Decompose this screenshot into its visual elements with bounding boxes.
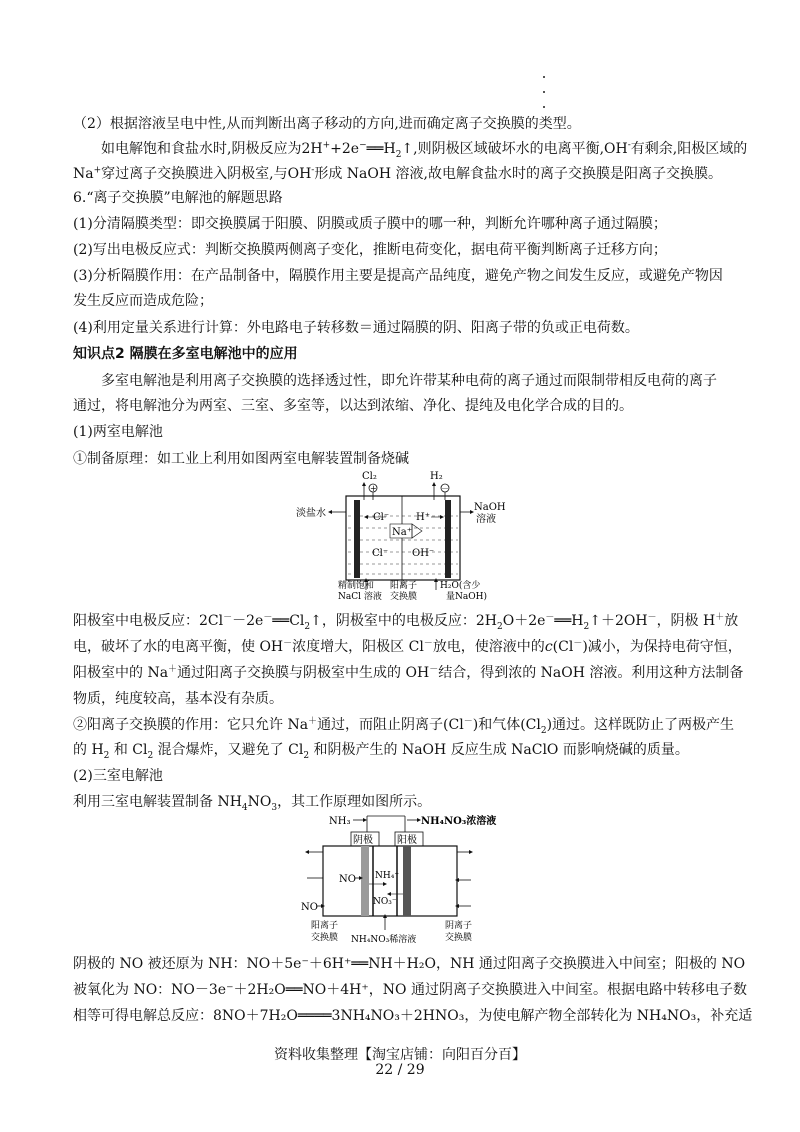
anion-membrane-label-1: 阴离子 [445, 921, 473, 931]
no-bottom-label: NO [301, 902, 318, 913]
dilute-solution-label: NH₄NO₃稀溶液 [351, 935, 417, 945]
anode-label: 阳极 [397, 835, 417, 846]
step-4: (4)利用定量关系进行计算：外电路电子转移数＝通过隔膜的阴、阳离子带的负或正电荷数。 [73, 320, 639, 336]
reaction-line-1: 阳极室中电极反应：$2Cl^--2e^-══Cl_2↑$，阴极室中的电极反应：$2H_2O+2e^-══H_2↑+2OH^-$，阴极 H＋放 [73, 612, 739, 632]
oh-ion: OH⁻ [412, 548, 435, 559]
reaction-line-2: 电，破坏了水的电离平衡，使 OH－浓度增大，阳极区 Cl－放电，使溶液中的c(Cl－)减小，为保持电荷守恒， [73, 638, 742, 655]
no-left-label: NO [339, 874, 356, 885]
anion-membrane-label-2: 交换膜 [445, 933, 473, 943]
step-2: (2)写出电极反应式：判断交换膜两侧离子变化，推断电荷变化，据电荷平衡判断离子迁移方向； [73, 242, 667, 258]
feed-label-2: NaCl 溶液 [338, 592, 382, 602]
corner-dot [543, 106, 545, 108]
step-3-cont: 发生反应而造成危险； [73, 293, 213, 309]
two-room-heading: (1)两室电解池 [73, 424, 163, 440]
step-3: (3)分析隔膜作用：在产品制备中，隔膜作用主要是提高产品纯度，避免产物之间发生反应，或避免产物因 [73, 268, 723, 284]
water-label-1: H₂O(含少 [440, 581, 481, 591]
cl-ion-upper: Cl⁻ [373, 512, 390, 523]
explanation-line-2: 被氧化为 NO：NO－3e⁻＋2H₂O══NO＋4H⁺，NO 通过阴离子交换膜进入中间室。根据电路中转移电子数 [73, 982, 747, 998]
membrane-role-line-1: ②阳离子交换膜的作用：它只允许 Na＋通过，而阻止阴离子(Cl－)和气体$(Cl_2)$通过。这样既防止了两极产生 [73, 716, 735, 736]
paragraph-example-cont: Na+穿过离子交换膜进入阴极室,与OH-形成 NaOH 溶液,故电解食盐水时的离子交换膜是阳离子交换膜。 [73, 165, 722, 182]
water-label-2: 量NaOH) [446, 592, 487, 602]
membrane-label-1: 阳离子 [390, 581, 418, 591]
dilute-brine-label: 淡盐水 [296, 508, 326, 519]
solution-label: 溶液 [476, 514, 496, 525]
cation-membrane-label-1: 阳离子 [311, 921, 339, 931]
three-room-heading: (2)三室电解池 [73, 768, 163, 784]
no3-ion: NO₃⁻ [373, 897, 397, 907]
feed-label-1: 精制饱和 [338, 581, 375, 591]
h-ion: H⁺ [416, 512, 430, 523]
page-number: 22 / 29 [375, 1062, 425, 1078]
nh3-label: NH₃ [329, 816, 351, 827]
anode-electrode-2 [403, 846, 411, 916]
cation-membrane-label-2: 交换膜 [311, 933, 339, 943]
membrane-role-line-2: 的 $H_2$ 和 $Cl_2$ 混合爆炸，又避免了 $Cl_2$ 和阴极产生的 NaOH 反应生成 NaClO 而影响烧碱的质量。 [73, 742, 689, 761]
step-1: (1)分清隔膜类型：即交换膜属于阳膜、阴膜或质子膜中的哪一种，判断允许哪种离子通过隔膜； [73, 216, 667, 232]
cathode-label: 阴极 [353, 835, 373, 846]
knowledge-point-2-heading: 知识点2 隔膜在多室电解池中的应用 [73, 346, 298, 362]
intro-line-2: 通过，将电解池分为两室、三室、多室等，以达到浓缩、净化、提纯及电化学合成的目的。 [73, 398, 633, 414]
reaction-line-4: 物质，纯度较高，基本没有杂质。 [73, 691, 283, 707]
three-room-intro: 利用三室电解装置制备 $NH_4NO_3$，其工作原理如图所示。 [73, 794, 432, 813]
section-6-heading: 6.“离子交换膜”电解池的解题思路 [73, 190, 283, 206]
svg-text:－: － [441, 484, 449, 493]
two-room-cell-diagram [294, 466, 518, 602]
svg-text:+: + [370, 484, 377, 493]
explanation-line-1: 阴极的 NO 被还原为 NH：NO＋5e⁻＋6H⁺══NH＋H₂O，NH 通过阳离子交换膜进入中间室；阳极的 NO [73, 956, 746, 972]
explanation-line-3: 相等可得电解总反应：8NO＋7H₂O════3NH₄NO₃＋2HNO₃，为使电解产物全部转化为 NH₄NO₃，补充适 [73, 1008, 753, 1024]
anode-electrode [354, 500, 360, 578]
h2-label: H₂ [430, 471, 443, 482]
principle-line: ①制备原理：如工业上利用如图两室电解装置制备烧碱 [73, 451, 409, 467]
corner-dot [543, 91, 545, 93]
nh4-ion: NH₄⁺ [375, 871, 400, 881]
membrane-label-2: 交换膜 [390, 592, 418, 602]
naoh-label: NaOH [474, 502, 506, 513]
cl-ion-lower: Cl⁻ [372, 548, 389, 559]
na-ion: Na⁺ [392, 527, 412, 538]
three-room-cell-diagram [299, 808, 535, 948]
paragraph-2: （2）根据溶液呈电中性,从而判断出离子移动的方向,进而确定离子交换膜的类型。 [73, 116, 581, 132]
reaction-line-3: 阳极室中的 Na＋通过阳离子交换膜与阴极室中生成的 OH－结合，得到浓的 NaOH 溶液。利用这种方法制备 [73, 664, 744, 681]
product-label: NH₄NO₃浓溶液 [421, 816, 497, 827]
intro-line-1: 多室电解池是利用离子交换膜的选择透过性，即允许带某种电荷的离子通过而限制带相反电荷的离子 [101, 373, 717, 389]
footer-source: 资料收集整理【淘宝店铺：向阳百分百】 [274, 1047, 526, 1063]
cl2-label: Cl₂ [362, 471, 377, 482]
corner-dot [543, 76, 545, 78]
cathode-electrode-2 [361, 846, 369, 916]
paragraph-example: 如电解饱和食盐水时,阴极反应为$2H^++2e^-══H_2↑$,则阴极区域破坏水的电离平衡,OH-有剩余,阳极区域的 [101, 140, 748, 160]
cathode-electrode [445, 500, 451, 578]
